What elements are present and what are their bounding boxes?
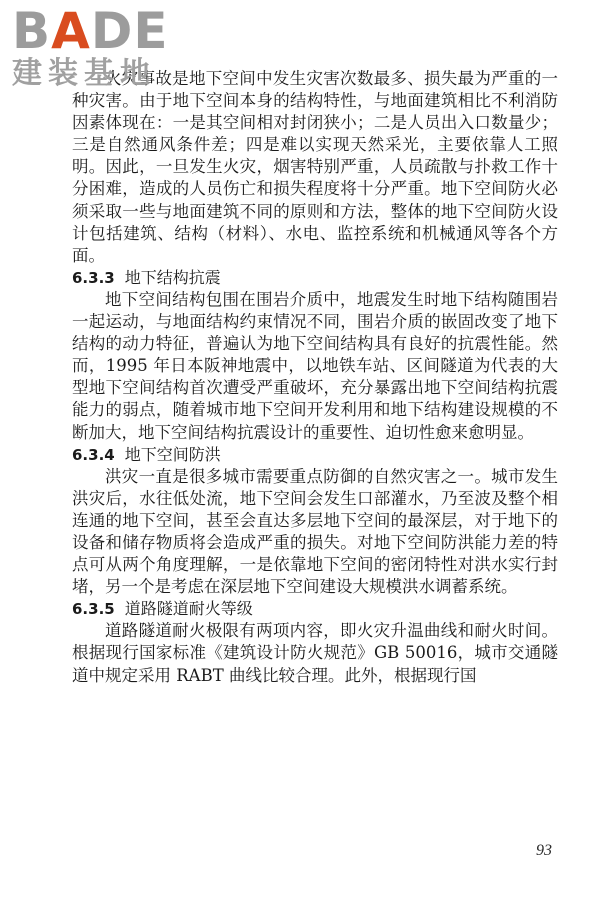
watermark-brand-text: BADE [12, 2, 169, 60]
paragraph-seismic: 地下空间结构包围在围岩介质中，地震发生时地下结构随围岩一起运动，与地面结构约束情况不同，围岩介质的嵌固改变了地下结构的动力特征，普遍认为地下空间结构具有良好的抗震性能。然而，1995 年日本阪神地震中，以地铁车站、区间隧道为代表的大型地下空间结构首次遭受严重破坏，充分暴露出地下空间结构抗震能力的弱点，随着城市地下空间开发利用和地下结构建设规模的不断加大，地下空间结构抗震设计的重要性、迫切性愈来愈明显。 [72, 289, 558, 442]
section-number: 6.3.3 [72, 268, 115, 287]
page-number: 93 [536, 842, 552, 859]
section-number: 6.3.5 [72, 600, 115, 619]
page-body [72, 68, 558, 687]
watermark-subtitle: 建装基地 [12, 56, 156, 91]
paragraph-tunnel-fire: 道路隧道耐火极限有两项内容，即火灾升温曲线和耐火时间。根据现行国家标准《建筑设计防火规范》GB 50016，城市交通隧道中规定采用 RABT 曲线比较合理。此外，根据现行国 [72, 621, 558, 685]
section-heading-6-3-4 [72, 444, 558, 466]
section-title: 地下空间防洪 [124, 444, 221, 464]
section-title: 地下结构抗震 [124, 267, 221, 287]
watermark-brand [12, 2, 212, 60]
section-heading-6-3-5 [72, 598, 558, 620]
section-heading-6-3-3 [72, 267, 558, 289]
section-number: 6.3.4 [72, 445, 115, 464]
paragraph-fire: 火灾事故是地下空间中发生灾害次数最多、损失最为严重的一种灾害。由于地下空间本身的结构特性，与地面建筑相比不利消防因素体现在：一是其空间相对封闭狭小；二是人员出入口数量少；三是自然通风条件差；四是难以实现天然采光，主要依靠人工照明。因此，一旦发生火灾，烟害特别严重，人员疏散与扑救工作十分困难，造成的人员伤亡和损失程度将十分严重。地下空间防火必须采取一些与地面建筑不同的原则和方法，整体的地下空间防火设计包括建筑、结构（材料）、水电、监控系统和机械通风等各个方面。 [72, 69, 558, 265]
paragraph-flood: 洪灾一直是很多城市需要重点防御的自然灾害之一。城市发生洪灾后，水往低处流，地下空间会发生口部灌水，乃至波及整个相连通的地下空间，甚至会直达多层地下空间的最深层，对于地下的设备和储存物质将会造成严重的损失。对地下空间防洪能力差的特点可从两个角度理解，一是依靠地下空间的密闭特性对洪水实行封堵，另一个是考虑在深层地下空间建设大规模洪水调蓄系统。 [72, 466, 558, 597]
section-title: 道路隧道耐火等级 [124, 599, 253, 619]
